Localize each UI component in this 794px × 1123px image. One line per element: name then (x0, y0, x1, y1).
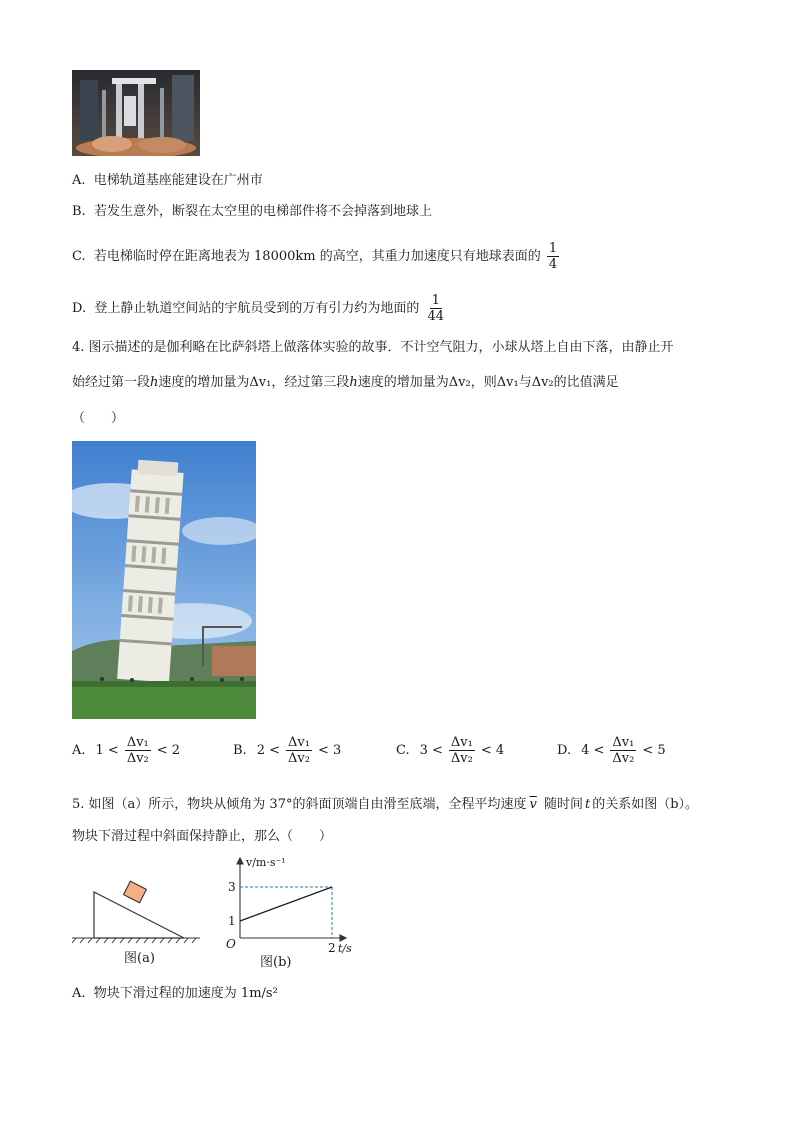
q4-answer-paren: （ ） (72, 411, 125, 426)
q4-stem-line1: 4. 图示描述的是伽利略在比萨斜塔上做落体实验的故事．不计空气阻力，小球从塔上自由下落，由静止开 (72, 340, 674, 355)
ratio-fraction: $\frac{\text{Δv₁}}{\text{Δv₂}}$ (287, 735, 310, 766)
figure-b-vt-graph (218, 852, 358, 970)
figure-a-incline (72, 872, 204, 968)
q3-option-c: C. 若电梯临时停在距离地表为 18000km 的高空，其重力加速度只有地球表面的 $\frac{1}{4}$ (72, 241, 558, 272)
q4-choice-c[interactable]: C. 3 < $\frac{\text{Δv₁}}{\text{Δv₂}}$ < 4 (396, 735, 505, 766)
leaning-tower-photo (72, 441, 256, 719)
q3-option-d: D. 登上静止轨道空间站的宇航员受到的万有引力约为地面的 $\frac{1}{44}$ (72, 293, 445, 324)
tick-x-2: 2 (328, 941, 336, 955)
q4-choice-b[interactable]: B. 2 < $\frac{\text{Δv₁}}{\text{Δv₂}}$ < 3 (233, 735, 342, 766)
block (124, 881, 147, 903)
ratio-fraction: $\frac{\text{Δv₁}}{\text{Δv₂}}$ (612, 735, 635, 766)
tick-y-1: 1 (228, 914, 236, 928)
q5-stem-line1: 5. 如图（a）所示，物块从倾角为 37°的斜面顶端自由滑至底端，全程平均速度 $\overline{v}$ 随时间 t 的关系如图（b）。 (72, 797, 699, 812)
q3-option-b: B. 若发生意外，断裂在太空里的电梯部件将不会掉落到地球上 (72, 204, 432, 219)
q5-stem-line2: 物块下滑过程中斜面保持静止，那么（ ） (72, 829, 333, 844)
x-axis-label: t/s (338, 942, 352, 955)
ground-hatching (72, 938, 200, 943)
q4-choice-d[interactable]: D. 4 < $\frac{\text{Δv₁}}{\text{Δv₂}}$ < 5 (557, 735, 666, 766)
ratio-fraction: $\frac{\text{Δv₁}}{\text{Δv₂}}$ (450, 735, 473, 766)
space-elevator-photo (72, 70, 200, 156)
figure-b-caption: 图(b) (260, 955, 292, 970)
q4-choice-a[interactable]: A. 1 < $\frac{\text{Δv₁}}{\text{Δv₂}}$ < 2 (72, 735, 181, 766)
y-axis-arrow (237, 858, 243, 864)
ratio-fraction: $\frac{\text{Δv₁}}{\text{Δv₂}}$ (126, 735, 149, 766)
q4-stem-line2: 始经过第一段h速度的增加量为Δv₁，经过第三段h速度的增加量为Δv₂，则Δv₁与Δv₂的比值满足 (72, 375, 619, 390)
q5-option-a: A. 物块下滑过程的加速度为 1m/s² (72, 986, 278, 1001)
y-axis-label: v/m·s⁻¹ (246, 856, 286, 869)
q3-option-a: A. 电梯轨道基座能建设在广州市 (72, 173, 263, 188)
fraction-one-fortyfour: $\frac{1}{44}$ (427, 293, 445, 324)
tick-y-3: 3 (228, 880, 236, 894)
figure-a-caption: 图(a) (124, 951, 155, 966)
series-line (240, 887, 332, 921)
x-axis-arrow (340, 935, 346, 941)
fraction-one-quarter: $\frac{1}{4}$ (548, 241, 558, 272)
origin-label: O (226, 937, 236, 951)
